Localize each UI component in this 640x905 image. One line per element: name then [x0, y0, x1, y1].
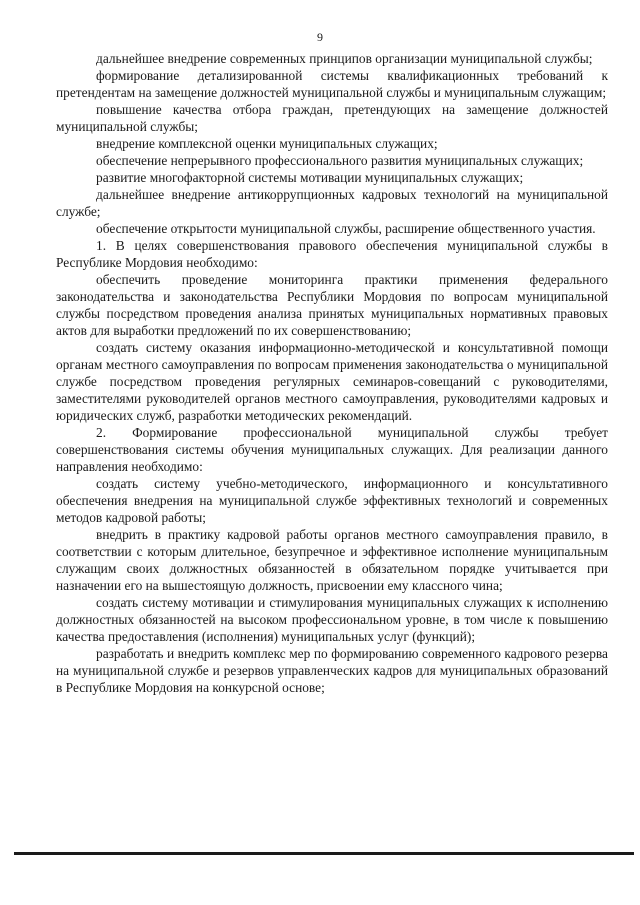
bottom-rule-divider: [14, 852, 634, 855]
page-number: 9: [317, 30, 323, 44]
paragraph: обеспечение открытости муниципальной службы, расширение общественного участия.: [96, 221, 596, 236]
paragraph: формирование детализированной системы квалификационных требований к претендентам на замещение должностей муниципальной службы и муниципальным служащим;: [56, 68, 608, 100]
paragraph: обеспечить проведение мониторинга практики применения федерального законодательства и законодательства Республики Мордовия по вопросам муниципальной службы посредством проведения анализа принятых муниципальных нормативных правовых актов для выработки предложений по их совершенствованию;: [56, 272, 608, 338]
section-heading-paragraph: 2. Формирование профессиональной муниципальной службы требует совершенствования системы обучения муниципальных служащих. Для реализации данного направления необходимо:: [56, 425, 608, 474]
paragraph: внедрение комплексной оценки муниципальных служащих;: [96, 136, 438, 151]
paragraph: развитие многофакторной системы мотивации муниципальных служащих;: [96, 170, 524, 185]
paragraph: повышение качества отбора граждан, претендующих на замещение должностей муниципальной службы;: [56, 102, 608, 134]
paragraph: создать систему оказания информационно-методической и консультативной помощи органам местного самоуправления по вопросам применения законодательства о муниципальной службе посредством проведения регулярных семинаров-совещаний с руководителями, заместителями руководителей органов местного самоуправления, руководителями кадровых и юридических служб, разработки методических рекомендаций.: [56, 340, 608, 423]
paragraph: дальнейшее внедрение антикоррупционных кадровых технологий на муниципальной службе;: [56, 187, 608, 219]
paragraph: обеспечение непрерывного профессионального развития муниципальных служащих;: [96, 153, 584, 168]
paragraph: внедрить в практику кадровой работы органов местного самоуправления правило, в соответствии с которым длительное, безупречное и эффективное исполнение муниципальным служащим своих должностных обязанностей в обязательном порядке учитывается при назначении его на вышестоящую должность, присвоении ему классного чина;: [56, 527, 608, 593]
paragraph: создать систему учебно-методического, информационного и консультативного обеспечения внедрения на муниципальной службе эффективных технологий и современных методов кадровой работы;: [56, 476, 608, 525]
paragraph: создать систему мотивации и стимулирования муниципальных служащих к исполнению должностных обязанностей на высоком профессиональном уровне, в том числе к повышению качества предоставления (исполнения) муниципальных услуг (функций);: [56, 595, 608, 644]
paragraph: дальнейшее внедрение современных принципов организации муниципальной службы;: [96, 51, 593, 66]
section-heading-paragraph: 1. В целях совершенствования правового обеспечения муниципальной службы в Республике Мордовия необходимо:: [56, 238, 608, 270]
paragraph: разработать и внедрить комплекс мер по формированию современного кадрового резерва на муниципальной службе и резервов управленческих кадров для муниципальных образований в Республике Мордовия на конкурсной основе;: [56, 646, 608, 695]
document-body: [56, 50, 608, 696]
